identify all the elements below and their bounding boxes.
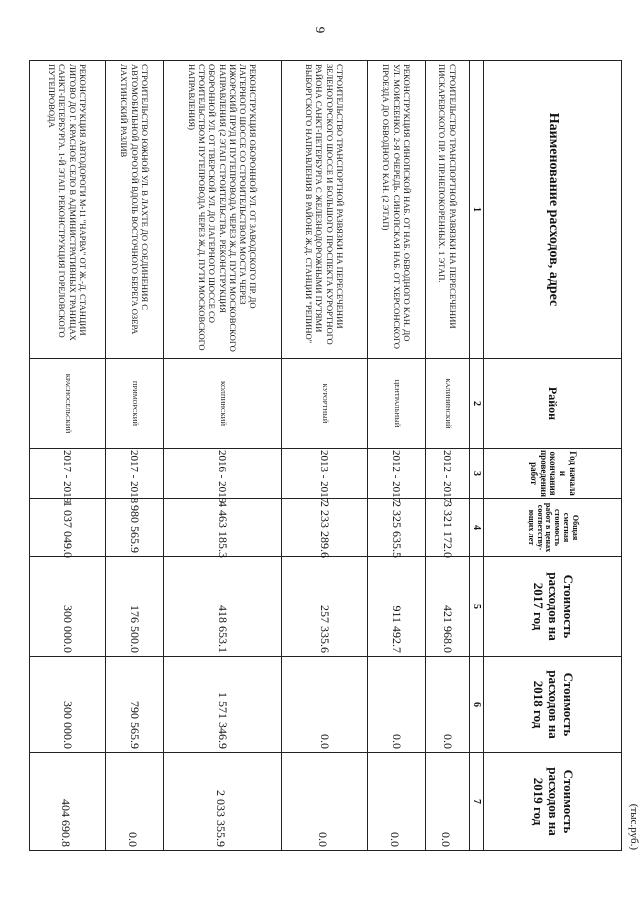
page-number: 9: [313, 26, 328, 34]
row-name: РЕКОНСТРУКЦИЯ СИНОПСКОЙ НАБ. ОТ НАБ. ОБВОДНОГО КАН. ДО УЛ. МОИСЕЕНКО. 2-Я ОЧЕРЕДЬ. СИНОПСКАЯ НАБ. ОТ ХЕРСОНСКОГО ПРОЕЗДА ДО ОБВОДНОГО КАН. (2 ЭТАП): [368, 61, 426, 359]
row-years: 2017 - 2019: [30, 449, 106, 499]
table-row: [282, 61, 368, 851]
header-estimate: Общая сметная стоимость работ в ценах соответству-ющих лет: [484, 499, 622, 557]
row-cost-2017: 911 492.7: [368, 557, 426, 657]
table-row: [426, 61, 470, 851]
header-name: Наименование расходов, адрес: [484, 61, 622, 359]
row-estimate: 3 321 172.0: [426, 499, 470, 557]
row-cost-2018: 300 000.0: [30, 657, 106, 753]
row-estimate: 2 233 289.6: [282, 499, 368, 557]
header-cost-2019: Стоимость расходов на 2019 год: [484, 753, 622, 851]
row-estimate: 2 325 635.5: [368, 499, 426, 557]
row-cost-2017: 257 335.6: [282, 557, 368, 657]
table-row: [164, 61, 282, 851]
table-row: [30, 61, 106, 851]
table-row: [106, 61, 164, 851]
row-cost-2017: 176 500.0: [106, 557, 164, 657]
column-number: 6: [470, 657, 484, 753]
header-years: Год начала и окончания проведения работ: [484, 449, 622, 499]
header-row: [484, 61, 622, 851]
row-name: РЕКОНСТРУКЦИЯ ОБОРОННОЙ УЛ. ОТ ЗАВОДСКОГО ПР. ДО ЛАГЕРНОГО ШОССЕ СО СТРОИТЕЛЬСТВОМ МОСТА ЧЕРЕЗ ИЖОРСКИЙ ПРУД И ПУТЕПРОВОДА ЧЕРЕЗ Ж.Д. ПУТИ МОСКОВСКОГО НАПРАВЛЕНИЯ (2 ЭТАП СТРОИТЕЛЬСТВА. РЕКОНСТРУКЦИЯ ОБОРОННОЙ УЛ. ОТ ТВЕРСКОЙ УЛ. ДО ЛАГЕРНОГО ШОССЕ СО СТРОИТЕЛЬСТВОМ ПУТЕПРОВОДА ЧЕРЕЗ Ж.Д. ПУТИ МОСКОВСКОГО НАПРАВЛЕНИЯ): [164, 61, 282, 359]
row-cost-2019: 0.0: [282, 753, 368, 851]
column-number: 5: [470, 557, 484, 657]
row-estimate: 980 565.9: [106, 499, 164, 557]
row-cost-2019: 0.0: [106, 753, 164, 851]
row-district: ЦЕНТРАЛЬНЫЙ: [368, 359, 426, 449]
row-cost-2018: 790 565.9: [106, 657, 164, 753]
column-number-row: [470, 61, 484, 851]
row-cost-2019: 0.0: [368, 753, 426, 851]
row-estimate: 4 463 185.3: [164, 499, 282, 557]
table-row: [368, 61, 426, 851]
row-district: КОЛПИНСКИЙ: [164, 359, 282, 449]
row-name: СТРОИТЕЛЬСТВО ТРАНСПОРТНОЙ РАЗВЯЗКИ НА ПЕРЕСЕЧЕНИИ ПИСКАРЕВСКОГО ПР. И ПР.НЕПОКОРЕННЫХ. 1 ЭТАП.: [426, 61, 470, 359]
row-cost-2017: 300 000.0: [30, 557, 106, 657]
row-years: 2012 - 2017: [426, 449, 470, 499]
row-district: КАЛИНИНСКИЙ: [426, 359, 470, 449]
row-years: 2012 - 2017: [368, 449, 426, 499]
column-number: 4: [470, 499, 484, 557]
header-cost-2017: Стоимость расходов на 2017 год: [484, 557, 622, 657]
row-estimate: 1 037 049.0: [30, 499, 106, 557]
column-number: 3: [470, 449, 484, 499]
row-years: 2013 - 2017: [282, 449, 368, 499]
row-years: 2017 - 2018: [106, 449, 164, 499]
row-district: ПРИМОРСКИЙ: [106, 359, 164, 449]
row-district: КРАСНОСЕЛЬСКИЙ: [30, 359, 106, 449]
row-cost-2018: 0.0: [368, 657, 426, 753]
column-number: 7: [470, 753, 484, 851]
row-name: СТРОИТЕЛЬСТВО ЮЖНОЙ УЛ. В ЛАХТЕ ДО СОЕДИНЕНИЯ С АВТОМОБИЛЬНОЙ ДОРОГОЙ ВДОЛЬ ВОСТОЧНОГО БЕРЕГА ОЗЕРА ЛАХТИНСКИЙ РАЗЛИВ: [106, 61, 164, 359]
row-cost-2018: 0.0: [282, 657, 368, 753]
unit-note: (тыс.руб.): [628, 803, 640, 850]
row-cost-2017: 418 653.1: [164, 557, 282, 657]
row-cost-2019: 404 690.8: [30, 753, 106, 851]
row-cost-2019: 0.0: [426, 753, 470, 851]
budget-table-sheet: [47, 60, 640, 850]
budget-table: [29, 60, 622, 851]
header-cost-2018: Стоимость расходов на 2018 год: [484, 657, 622, 753]
header-district: Район: [484, 359, 622, 449]
row-district: КУРОРТНЫЙ: [282, 359, 368, 449]
row-name: РЕКОНСТРУКЦИЯ АВТОДОРОГИ М-11 "НАРВА" ОТ Ж.-Д. СТАНЦИИ ЛИГОВО ДО Г. КРАСНОЕ СЕЛО В АДМИНИСТРАТИВНЫХ ГРАНИЦАХ САНКТ-ПЕТЕРБУРГА. 1-Й ЭТАП. РЕКОНСТРУКЦИЯ ГОРЕЛОВСКОГО ПУТЕПРОВОДА: [30, 61, 106, 359]
row-years: 2016 - 2019: [164, 449, 282, 499]
column-number: 2: [470, 359, 484, 449]
column-number: 1: [470, 61, 484, 359]
row-cost-2018: 0.0: [426, 657, 470, 753]
row-name: СТРОИТЕЛЬСТВО ТРАНСПОРТНОЙ РАЗВЯЗКИ НА ПЕРЕСЕЧЕНИИ ЗЕЛЕНОГОРСКОГО ШОССЕ И БОЛЬШОГО ПРОСПЕКТА КУРОРТНОГО РАЙОНА САНКТ-ПЕТЕРБУРГА С ЖЕЛЕЗНОДОРОЖНЫМИ ПУТЯМИ ВЫБОРГСКОГО НАПРАВЛЕНИЯ В РАЙОНЕ Ж.Д. СТАНЦИИ "РЕПИНО": [282, 61, 368, 359]
row-cost-2017: 421 968.0: [426, 557, 470, 657]
row-cost-2018: 1 571 346.9: [164, 657, 282, 753]
row-cost-2019: 2 033 355.9: [164, 753, 282, 851]
